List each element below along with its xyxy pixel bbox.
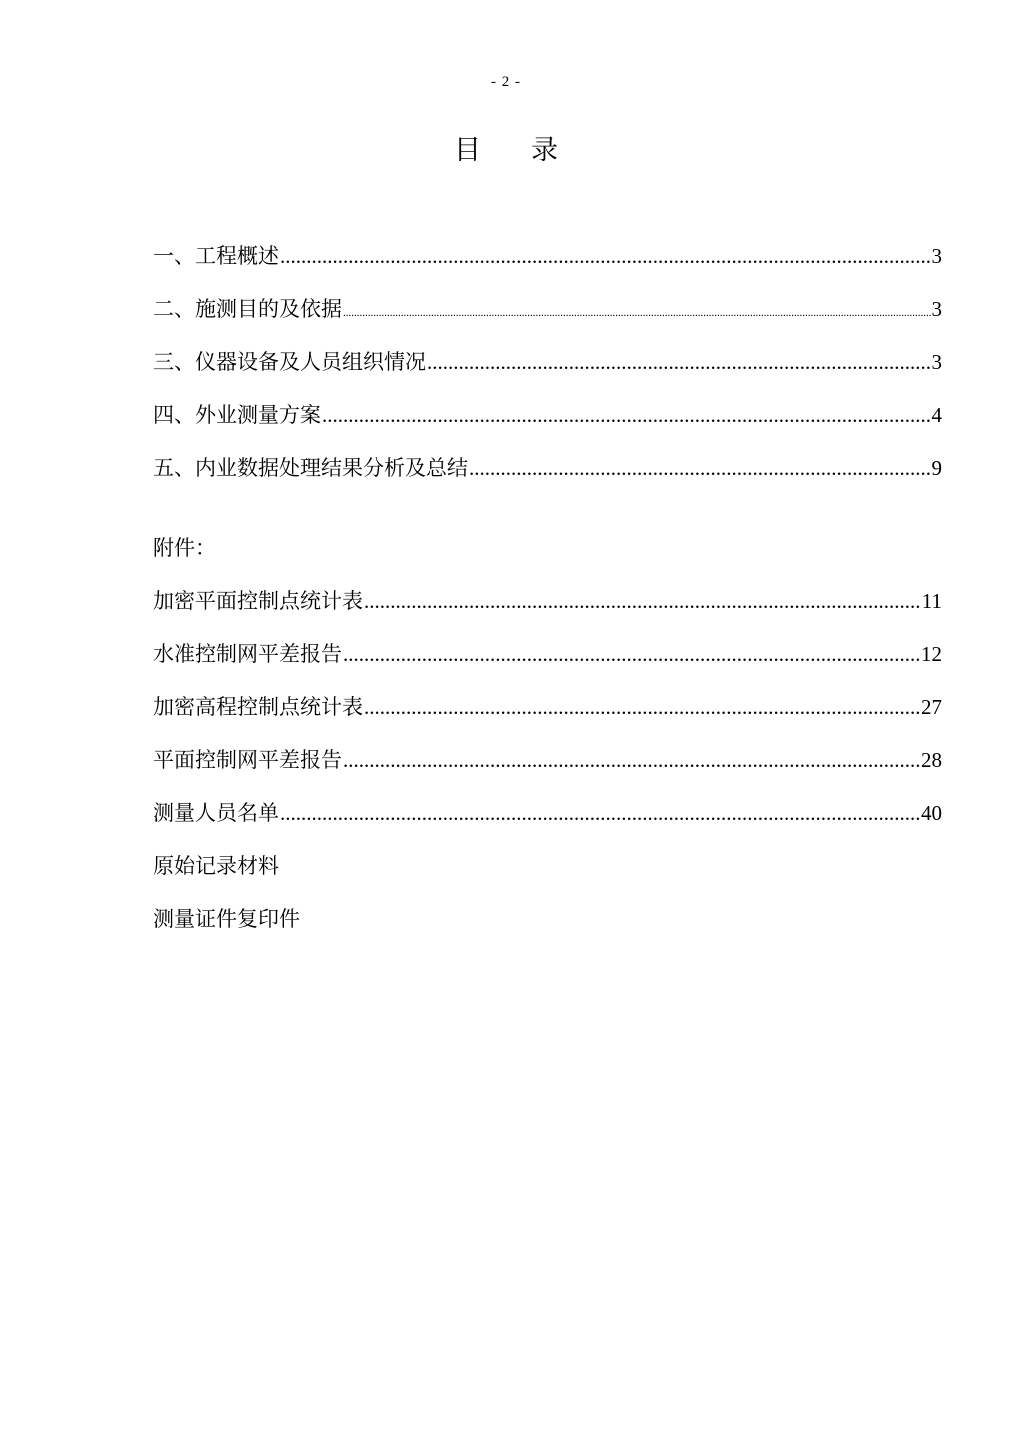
toc-leader-dots	[364, 695, 920, 720]
appendix-entry-label: 加密高程控制点统计表	[153, 695, 363, 719]
appendix-entry-page: 27	[921, 695, 942, 719]
appendix-entry[interactable]	[153, 638, 942, 670]
toc-leader-dots	[469, 456, 931, 481]
toc-leader-dots	[427, 350, 931, 375]
appendix-entry-label: 水准控制网平差报告	[153, 642, 342, 666]
appendix-entry-page: 28	[921, 748, 942, 772]
page-number: - 2 -	[491, 74, 521, 90]
appendix-extra-item: 测量证件复印件	[153, 907, 300, 931]
appendix-entry-page: 12	[921, 642, 942, 666]
appendix-entry[interactable]	[153, 585, 942, 617]
toc-entry-label: 五、内业数据处理结果分析及总结	[153, 456, 468, 480]
appendix-entry-label: 测量人员名单	[153, 801, 279, 825]
appendix-entry-page: 40	[921, 801, 942, 825]
toc-entry-page: 3	[931, 297, 942, 321]
toc-entry-page: 3	[931, 350, 942, 374]
toc-leader-dots	[343, 642, 920, 667]
appendix-entry-label: 平面控制网平差报告	[153, 748, 342, 772]
toc-entry-label: 一、工程概述	[153, 244, 279, 268]
toc-leader-dots	[322, 403, 931, 428]
appendix-entry[interactable]	[153, 691, 942, 723]
toc-leader-dots	[364, 589, 921, 614]
toc-entry-label: 二、施测目的及依据	[153, 297, 342, 321]
page-title	[0, 128, 1012, 167]
toc-leader-dots	[343, 748, 920, 773]
toc-leader-dots	[280, 244, 931, 269]
toc-leader-dots	[280, 801, 920, 826]
appendix-entry-label: 加密平面控制点统计表	[153, 589, 363, 613]
toc-entry-page: 3	[931, 244, 942, 268]
appendix-extra-item: 原始记录材料	[153, 854, 279, 878]
toc-entry[interactable]	[153, 240, 942, 272]
toc-entry-label: 三、仪器设备及人员组织情况	[153, 350, 426, 374]
toc-leader-dots	[343, 307, 931, 319]
title-char-1: 目	[454, 135, 481, 166]
toc-entry-page: 4	[931, 403, 942, 427]
toc-entry-page: 9	[931, 456, 942, 480]
title-char-2: 录	[531, 135, 558, 166]
toc-entry[interactable]	[153, 399, 942, 431]
toc-entry-label: 四、外业测量方案	[153, 403, 321, 427]
appendix-entry-page: 11	[921, 589, 942, 613]
appendix-entry[interactable]	[153, 744, 942, 776]
toc-entry[interactable]	[153, 452, 942, 484]
appendix-entry[interactable]	[153, 797, 942, 829]
appendix-heading: 附件：	[153, 536, 216, 560]
toc-entry[interactable]	[153, 293, 942, 325]
toc-entry[interactable]	[153, 346, 942, 378]
